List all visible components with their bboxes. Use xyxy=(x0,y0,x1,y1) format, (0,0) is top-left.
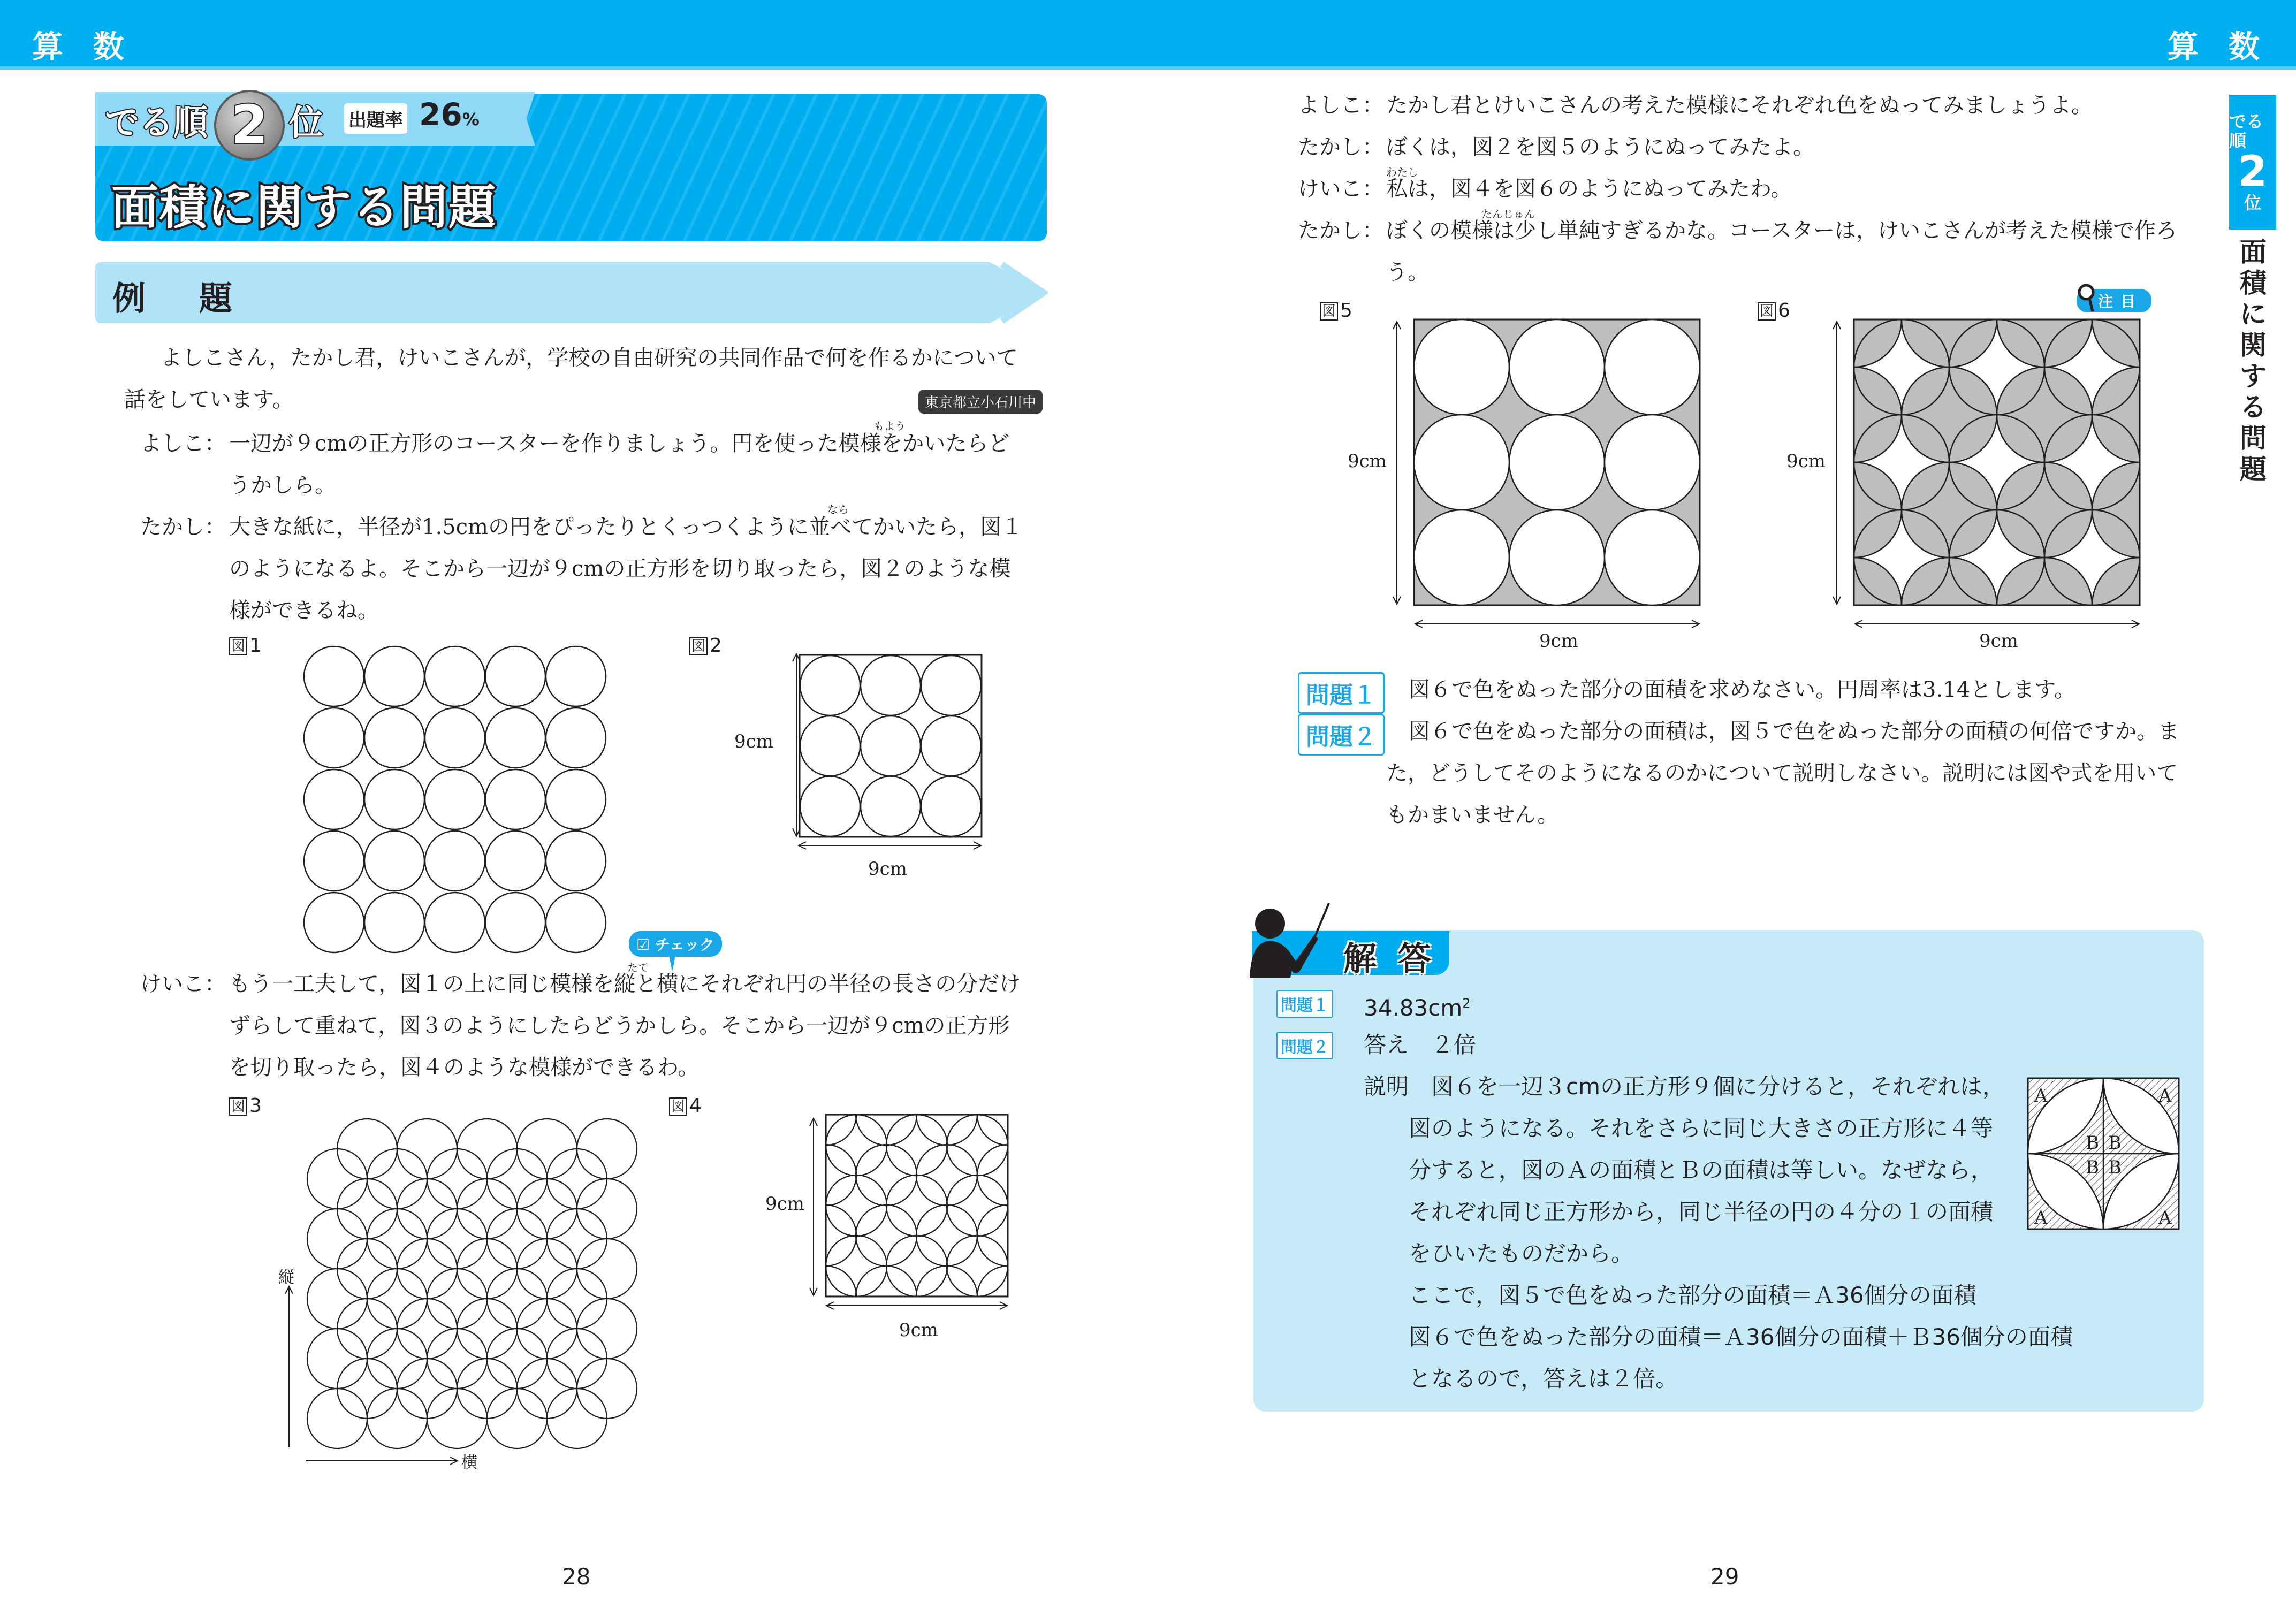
fig3-horizontal-arrow-icon xyxy=(305,1454,460,1467)
speaker-keiko-2: けいこ： xyxy=(1298,177,1383,201)
focus-badge: 注目 xyxy=(2077,289,2151,312)
answer-2-tag: 問題２ xyxy=(1276,1032,1333,1059)
fig5-dim-vertical: 9cm xyxy=(1348,451,1387,472)
svg-text:A: A xyxy=(2034,1085,2048,1107)
dialogue-keiko-2: 私は，図４を図６のようにぬってみたわ。 xyxy=(1386,177,1792,201)
ab-explanation-diagram xyxy=(2027,1077,2180,1230)
fig5-shaded-pattern xyxy=(1413,318,1702,607)
fig3-vertical-arrow-icon xyxy=(283,1284,295,1450)
dialogue-takashi-2: ぼくは，図２を図５のようにぬってみたよ。 xyxy=(1386,135,1814,159)
svg-text:B: B xyxy=(2108,1132,2122,1154)
speaker-takashi: たかし： xyxy=(140,515,226,539)
answer-title: 解答 xyxy=(1343,939,1453,978)
ruby-nara: なら xyxy=(827,503,849,516)
answer-explanation: 説明 図６を一辺３cmの正方形９個に分けると，それぞれは， 図のようになる。それをさらに同じ大きさの正方形に４等 分すると，図のＡの面積とＢの面積は等しい。なぜなら， それぞれ同じ正方形から，同じ半径の円の４分の１の面積 をひいたものだから。 ここで，図５で色をぬった部分の面積＝Ａ36個分の面積 図６で色をぬった部分の面積＝Ａ36個分の面積＋Ｂ36個分の面積 となるので，答えは２倍。 xyxy=(1364,1073,2073,1392)
fig4-dim-horizontal: 9cm xyxy=(899,1320,938,1341)
svg-text:A: A xyxy=(2158,1207,2172,1229)
fig6-shaded-pattern xyxy=(1853,318,2142,607)
ruby-tanjun: たんじゅん xyxy=(1481,208,1535,220)
svg-text:A: A xyxy=(2034,1207,2048,1229)
header-divider xyxy=(0,66,2296,70)
header-bar xyxy=(0,0,2296,66)
answer-1-value: $34.83cm^2$ xyxy=(1364,995,1471,1021)
answer-1-tag: 問題１ xyxy=(1276,990,1333,1018)
fig4-square-pattern xyxy=(824,1113,1009,1298)
fig3-label: 図 3 xyxy=(229,1095,262,1117)
speaker-keiko: けいこ： xyxy=(140,972,226,996)
fig2-horizontal-arrow-icon xyxy=(796,840,984,851)
dialogue-yoshiko-2: たかし君とけいこさんの考えた模様にそれぞれ色をぬってみましょうよ。 xyxy=(1386,93,2093,118)
fig6-horizontal-arrow-icon xyxy=(1853,617,2142,630)
ruby-tate: たて xyxy=(627,961,649,974)
rank-prefix: でる順 xyxy=(105,103,208,143)
svg-text:B: B xyxy=(2108,1157,2122,1178)
subject-label-left: 算数 xyxy=(32,28,155,65)
fig2-dim-vertical: 9cm xyxy=(734,731,773,752)
dialogue-takashi: 大きな紙に，半径が1.5cmの円をぴったりとくっつくように並べてかいたら，図１ のようになるよ。そこから一辺が９cmの正方形を切り取ったら，図２のような模 様ができるね。 xyxy=(229,515,1023,623)
rate-label: 出題率 xyxy=(344,103,407,134)
svg-text:A: A xyxy=(2158,1085,2172,1107)
question-1-tag: 問題１ xyxy=(1298,672,1385,714)
ruby-watashi: わたし xyxy=(1386,166,1418,179)
fig1-circle-grid xyxy=(302,645,607,955)
fig2-vertical-arrow-icon xyxy=(791,652,802,839)
intro-line-1: よしこさん，たかし君，けいこさんが，学校の自由研究の共同作品で何を作るかについて xyxy=(161,346,1018,370)
topic-title: 面積に関する問題 xyxy=(111,180,497,235)
question-2-text: 図６で色をぬった部分の面積は，図５で色をぬった部分の面積の何倍ですか。ま た，どうしてそのようになるのかについて説明しなさい。説明には図や式を用いて もかまいません。 xyxy=(1386,719,2179,827)
fig1-label: 図 1 xyxy=(229,635,262,657)
speaker-takashi-2: たかし： xyxy=(1298,135,1383,159)
fig4-label: 図 4 xyxy=(669,1095,702,1117)
dialogue-takashi-3: ぼくの模様は少し単純すぎるかな。コースターは，けいこさんが考えた模様で作ろ う。 xyxy=(1386,218,2177,285)
page-number-right: 29 xyxy=(1710,1564,1739,1590)
fig5-dim-horizontal: 9cm xyxy=(1539,630,1578,652)
dialogue-yoshiko: 一辺が９cmの正方形のコースターを作りましょう。円を使った模様をかいたらど うかしら。 xyxy=(229,431,1010,498)
question-1-text: 図６で色をぬった部分の面積を求めなさい。円周率は3.14とします。 xyxy=(1409,677,2075,702)
fig4-dim-vertical: 9cm xyxy=(765,1193,804,1215)
fig6-dim-horizontal: 9cm xyxy=(1979,630,2018,652)
svg-text:B: B xyxy=(2086,1132,2099,1154)
check-badge: ☑ チェック xyxy=(629,931,722,957)
ruby-moyou: もよう xyxy=(873,420,906,432)
checkbox-icon: ☑ xyxy=(636,936,650,954)
speaker-yoshiko: よしこ： xyxy=(140,431,226,456)
example-title: 例題 xyxy=(112,279,286,318)
fig5-vertical-arrow-icon xyxy=(1390,319,1403,606)
fig5-horizontal-arrow-icon xyxy=(1413,617,1702,630)
magnifier-icon xyxy=(2077,283,2098,315)
fig3-overlapping-circles xyxy=(297,1100,650,1474)
fig4-vertical-arrow-icon xyxy=(807,1116,820,1298)
school-badge: 東京都立小石川中 xyxy=(918,390,1043,414)
subject-label-right: 算数 xyxy=(2168,28,2290,65)
fig2-label: 図 2 xyxy=(689,635,722,657)
question-2-tag: 問題２ xyxy=(1298,714,1385,756)
page-number-left: 28 xyxy=(562,1564,591,1590)
fig2-square-pattern xyxy=(792,647,985,840)
fig4-horizontal-arrow-icon xyxy=(824,1299,1009,1312)
fig5-label: 図 5 xyxy=(1320,300,1352,322)
side-topic-title: 面積に関する問題 xyxy=(2240,237,2267,485)
speaker-yoshiko-2: よしこ： xyxy=(1298,93,1383,118)
intro-line-2: 話をしています。 xyxy=(124,387,294,412)
fig3-axis-horizontal-label: 横 xyxy=(461,1453,477,1472)
speaker-takashi-3: たかし： xyxy=(1298,218,1383,243)
rank-medal-icon xyxy=(214,90,285,161)
answer-2-value: 答え ２倍 xyxy=(1364,1032,1477,1058)
fig2-dim-horizontal: 9cm xyxy=(868,858,907,880)
rank-suffix: 位 xyxy=(289,103,323,143)
fig6-label: 図 6 xyxy=(1758,300,1790,322)
dialogue-keiko: もう一工夫して，図１の上に同じ模様を縦と横にそれぞれ円の半径の長さの分だけ ずらして重ねて，図３のようにしたらどうかしら。そこから一辺が９cmの正方形 を切り取ったら，図４のような模様ができるわ。 xyxy=(229,972,1021,1080)
rate-value: 26% xyxy=(419,96,480,133)
fig6-vertical-arrow-icon xyxy=(1830,319,1843,606)
fig6-dim-vertical: 9cm xyxy=(1786,451,1826,472)
side-rank-tab: でる順 2 位 xyxy=(2229,95,2276,230)
teacher-pointer-icon xyxy=(1244,903,1351,978)
rank-number: 2 xyxy=(231,94,268,156)
svg-text:B: B xyxy=(2086,1157,2099,1178)
chevron-right-icon xyxy=(997,262,1048,323)
fig3-axis-vertical-label: 縦 xyxy=(278,1268,294,1287)
